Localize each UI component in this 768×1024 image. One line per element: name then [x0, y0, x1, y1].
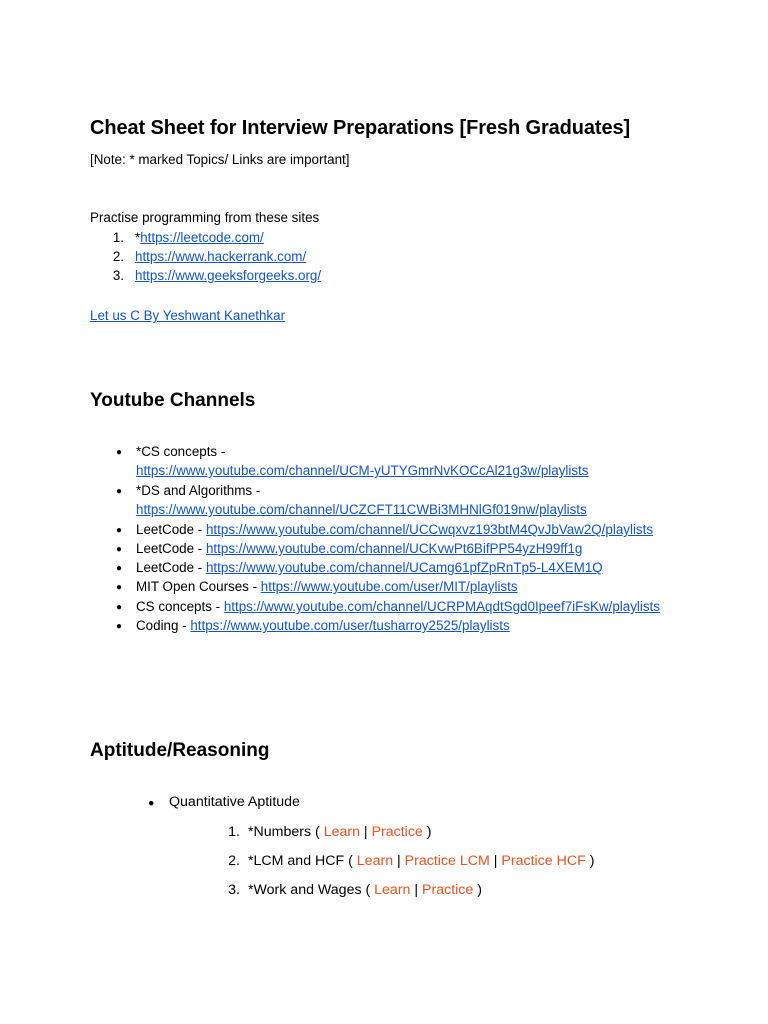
list-number: 3. — [112, 268, 124, 283]
youtube-heading: Youtube Channels — [90, 390, 256, 411]
practise-intro: Practise programming from these sites — [90, 210, 320, 225]
separator: | — [393, 853, 405, 869]
separator: | — [410, 882, 423, 898]
bullet-icon: ● — [116, 525, 123, 536]
youtube-link[interactable]: https://www.youtube.com/user/MIT/playlists — [260, 579, 518, 594]
bullet-icon: ● — [116, 582, 123, 593]
youtube-item-label: LeetCode - — [136, 522, 206, 537]
aptitude-heading: Aptitude/Reasoning — [90, 740, 270, 761]
youtube-item-label: Coding - — [136, 618, 191, 633]
youtube-item-label: MIT Open Courses - — [136, 579, 261, 594]
learn-link[interactable]: Learn — [356, 853, 394, 869]
youtube-item-label: LeetCode - — [136, 541, 206, 556]
youtube-link[interactable]: https://www.youtube.com/channel/UCKvwPt6BifPP54yzH99ff1g — [205, 541, 583, 556]
quantitative-aptitude-label: Quantitative Aptitude — [169, 794, 300, 810]
hackerrank-link[interactable]: https://www.hackerrank.com/ — [135, 249, 307, 264]
youtube-item-label: LeetCode - — [136, 560, 206, 575]
page-title: Cheat Sheet for Interview Preparations [Fresh Graduates] — [90, 117, 631, 139]
close-paren: ) — [473, 882, 482, 898]
practice-link[interactable]: Practice — [422, 882, 474, 898]
list-number: 1. — [228, 824, 240, 840]
youtube-link[interactable]: https://www.youtube.com/channel/UCM-yUTYGmrNvKOCcAl21g3w/playlists — [136, 463, 589, 478]
youtube-item-label: *DS and Algorithms - — [136, 483, 261, 498]
close-paren: ) — [585, 853, 595, 869]
learn-link[interactable]: Learn — [323, 824, 360, 840]
youtube-item-label: *CS concepts - — [136, 444, 226, 459]
leetcode-link[interactable]: https://leetcode.com/ — [140, 230, 264, 245]
practice-lcm-link[interactable]: Practice LCM — [404, 853, 490, 869]
list-number: 2. — [112, 249, 124, 264]
separator: | — [489, 853, 502, 869]
learn-link[interactable]: Learn — [374, 882, 411, 898]
close-paren: ) — [422, 824, 432, 840]
youtube-link[interactable]: https://www.youtube.com/channel/UCCwqxvz193btM4QvJbVaw2Q/playlists — [205, 522, 654, 537]
topic-label: *LCM and HCF ( — [248, 853, 357, 869]
bullet-icon: ● — [116, 486, 123, 497]
youtube-link[interactable]: https://www.youtube.com/channel/UCRPMAqdtSgd0Ipeef7iFsKw/playlists — [223, 599, 660, 614]
practice-link[interactable]: Practice — [371, 824, 423, 840]
note-text: [Note: * marked Topics/ Links are important] — [90, 152, 350, 167]
list-number: 3. — [228, 882, 240, 898]
list-number: 1. — [112, 230, 124, 245]
bullet-icon: ● — [116, 621, 123, 632]
bullet-icon: ● — [116, 563, 123, 574]
bullet-icon: ● — [116, 544, 123, 555]
separator: | — [359, 824, 372, 840]
bullet-icon: ● — [116, 447, 123, 458]
topic-label: *Work and Wages ( — [248, 882, 375, 898]
youtube-link[interactable]: https://www.youtube.com/channel/UCamg61pfZpRnTp5-L4XEM1Q — [205, 560, 603, 575]
bullet-icon: ● — [148, 797, 155, 809]
geeksforgeeks-link[interactable]: https://www.geeksforgeeks.org/ — [135, 268, 322, 283]
list-number: 2. — [228, 853, 240, 869]
youtube-item-label: CS concepts - — [136, 599, 224, 614]
youtube-link[interactable]: https://www.youtube.com/user/tusharroy2525/playlists — [190, 618, 510, 633]
book-link[interactable]: Let us C By Yeshwant Kanethkar — [90, 308, 286, 323]
topic-label: *Numbers ( — [248, 824, 324, 840]
youtube-link[interactable]: https://www.youtube.com/channel/UCZCFT11CWBi3MHNlGf019nw/playlists — [136, 502, 587, 517]
bullet-icon: ● — [116, 602, 123, 613]
practice-hcf-link[interactable]: Practice HCF — [501, 853, 586, 869]
important-marker: * — [135, 230, 141, 245]
